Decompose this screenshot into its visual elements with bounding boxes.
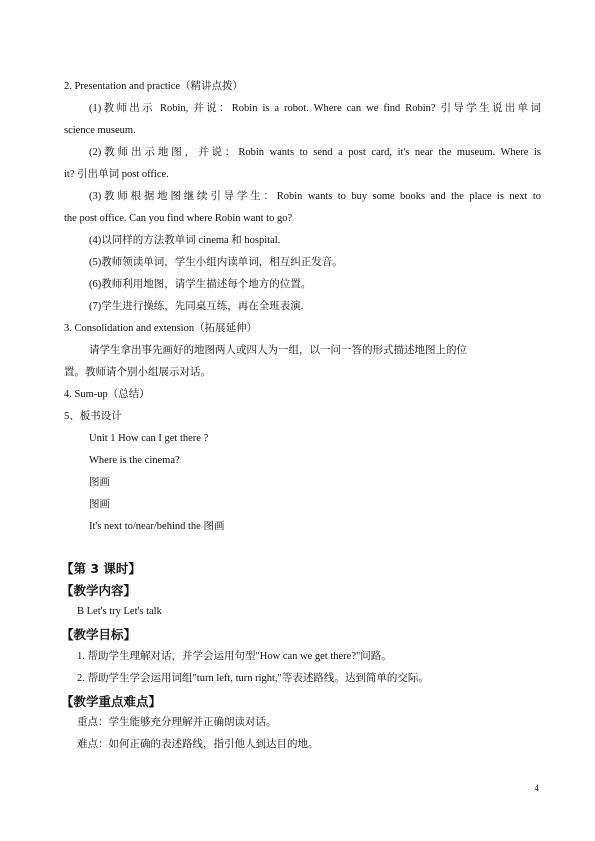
key-points-heading: 【教学重点难点】 (61, 694, 162, 709)
consolidation-line-2: 置。教师请个别小组展示对话。 (64, 367, 211, 378)
teaching-content-text: B Let's try Let's talk (77, 606, 162, 617)
section-sumup-heading: 4. Sum-up（总结） (64, 389, 150, 400)
lesson-3-heading: 【第 3 课时】 (61, 561, 141, 576)
board-picture-2: 图画 (89, 499, 110, 510)
teaching-goals-heading: 【教学目标】 (61, 627, 137, 642)
teaching-content-heading: 【教学内容】 (61, 583, 137, 598)
step-2-line-2: it? 引出单词 post office. (64, 169, 169, 180)
consolidation-line-1: 请学生拿出事先画好的地图两人或四人为一组，以一问一答的形式描述地图上的位 (89, 345, 467, 356)
teaching-goal-2: 2. 帮助学生学会运用词组"turn left, turn right,"等表述路线。达到简单的交际。 (77, 673, 429, 684)
step-2-line-1: (2)教师出示地图，并说：Robin wants to send a post card, it's near the museum. Where is (89, 147, 541, 158)
step-1-line-1: (1)教师出示 Robin, 并说：Robin is a robot. Where can we find Robin? 引导学生说出单词 (89, 103, 541, 114)
section-consolidation-heading: 3. Consolidation and extension（拓展延伸） (64, 323, 258, 334)
board-unit-title: Unit 1 How can I get there ? (89, 433, 209, 444)
board-picture-1: 图画 (89, 477, 110, 488)
section-presentation-heading: 2. Presentation and practice（精讲点拨） (64, 81, 244, 92)
difficulty-text: 难点：如何正确的表述路线，指引他人到达目的地。 (77, 739, 319, 750)
step-6: (6)教师利用地图，请学生描述每个地方的位置。 (89, 279, 312, 290)
board-question: Where is the cinema? (89, 455, 180, 466)
section-board-design-heading: 5、板书设计 (64, 411, 122, 422)
board-answer: It's next to/near/behind the 图画 (89, 521, 225, 532)
step-1-line-2: science museum. (64, 125, 136, 136)
step-3-line-1: (3)教师根据地图继续引导学生：Robin wants to buy some books and the place is next to (89, 191, 541, 202)
step-5: (5)教师领读单词，学生小组内读单词，相互纠正发音。 (89, 257, 343, 268)
page-number: 4 (534, 783, 539, 793)
step-4: (4)以同样的方法教单词 cinema 和 hospital. (89, 235, 281, 246)
step-7: (7)学生进行操练，先同桌互练，再在全班表演. (89, 301, 304, 312)
key-point-text: 重点：学生能够充分理解并正确朗读对话。 (77, 717, 277, 728)
step-3-line-2: the post office. Can you find where Robin want to go? (64, 213, 293, 224)
teaching-goal-1: 1. 帮助学生理解对话，并学会运用句型"How can we get there?"问路。 (77, 651, 392, 662)
